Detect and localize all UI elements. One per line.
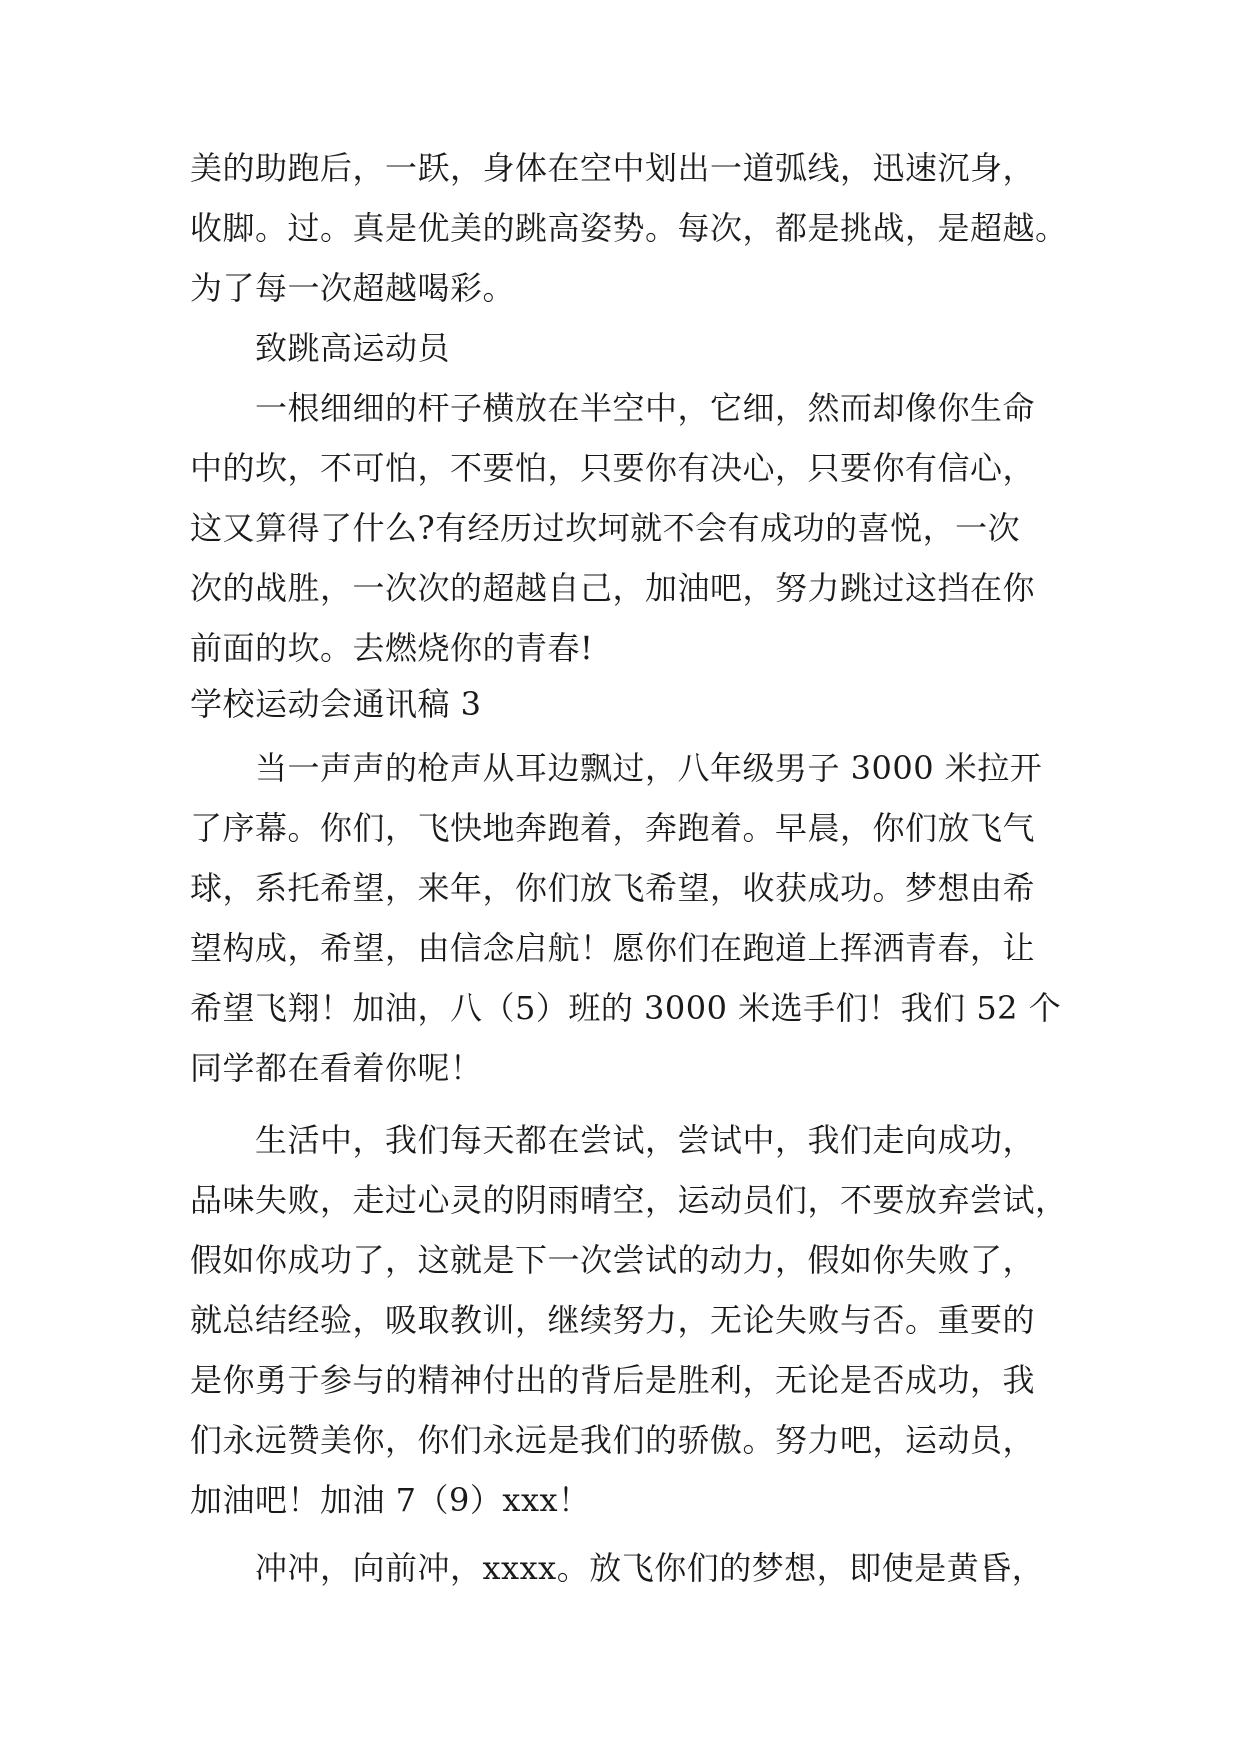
paragraph-line: 就总结经验，吸取教训，继续努力，无论失败与否。重要的 <box>190 1301 1036 1339</box>
paragraph-line: 中的坎，不可怕，不要怕，只要你有决心，只要你有信心， <box>190 449 1036 487</box>
paragraph-line: 望构成，希望，由信念启航！愿你们在跑道上挥洒青春，让 <box>190 929 1036 967</box>
paragraph-line: 美的助跑后，一跃，身体在空中划出一道弧线，迅速沉身， <box>190 149 1036 187</box>
paragraph-line: 冲冲，向前冲，xxxx。放飞你们的梦想，即使是黄昏， <box>255 1549 1045 1587</box>
paragraph-line: 为了每一次超越喝彩。 <box>190 269 516 307</box>
section-heading: 致跳高运动员 <box>255 329 451 367</box>
paragraph-line: 加油吧！加油 7（9）xxx！ <box>190 1481 591 1519</box>
paragraph-line: 了序幕。你们，飞快地奔跑着，奔跑着。早晨，你们放飞气 <box>190 809 1036 847</box>
paragraph-line: 次的战胜，一次次的超越自己，加油吧，努力跳过这挡在你 <box>190 569 1036 607</box>
paragraph-line: 收脚。过。真是优美的跳高姿势。每次，都是挑战，是超越。 <box>190 209 1068 247</box>
paragraph-line: 这又算得了什么?有经历过坎坷就不会有成功的喜悦，一次 <box>190 509 1021 547</box>
paragraph-line: 生活中，我们每天都在尝试，尝试中，我们走向成功， <box>255 1121 1036 1159</box>
document-heading: 学校运动会通讯稿 3 <box>190 685 482 723</box>
paragraph-line: 前面的坎。去燃烧你的青春! <box>190 629 594 667</box>
paragraph-line: 当一声声的枪声从耳边飘过，八年级男子 3000 米拉开 <box>255 749 1043 787</box>
paragraph-line: 一根细细的杆子横放在半空中，它细，然而却像你生命 <box>255 389 1036 427</box>
paragraph-line: 希望飞翔！加油，八（5）班的 3000 米选手们！我们 52 个 <box>190 989 1062 1027</box>
paragraph-line: 品味失败，走过心灵的阴雨晴空，运动员们，不要放弃尝试， <box>190 1181 1068 1219</box>
paragraph-line: 们永远赞美你，你们永远是我们的骄傲。努力吧，运动员， <box>190 1421 1036 1459</box>
paragraph-line: 同学都在看着你呢！ <box>190 1049 483 1087</box>
paragraph-line: 是你勇于参与的精神付出的背后是胜利，无论是否成功，我 <box>190 1361 1036 1399</box>
paragraph-line: 假如你成功了，这就是下一次尝试的动力，假如你失败了， <box>190 1241 1036 1279</box>
paragraph-line: 球，系托希望，来年，你们放飞希望，收获成功。梦想由希 <box>190 869 1036 907</box>
